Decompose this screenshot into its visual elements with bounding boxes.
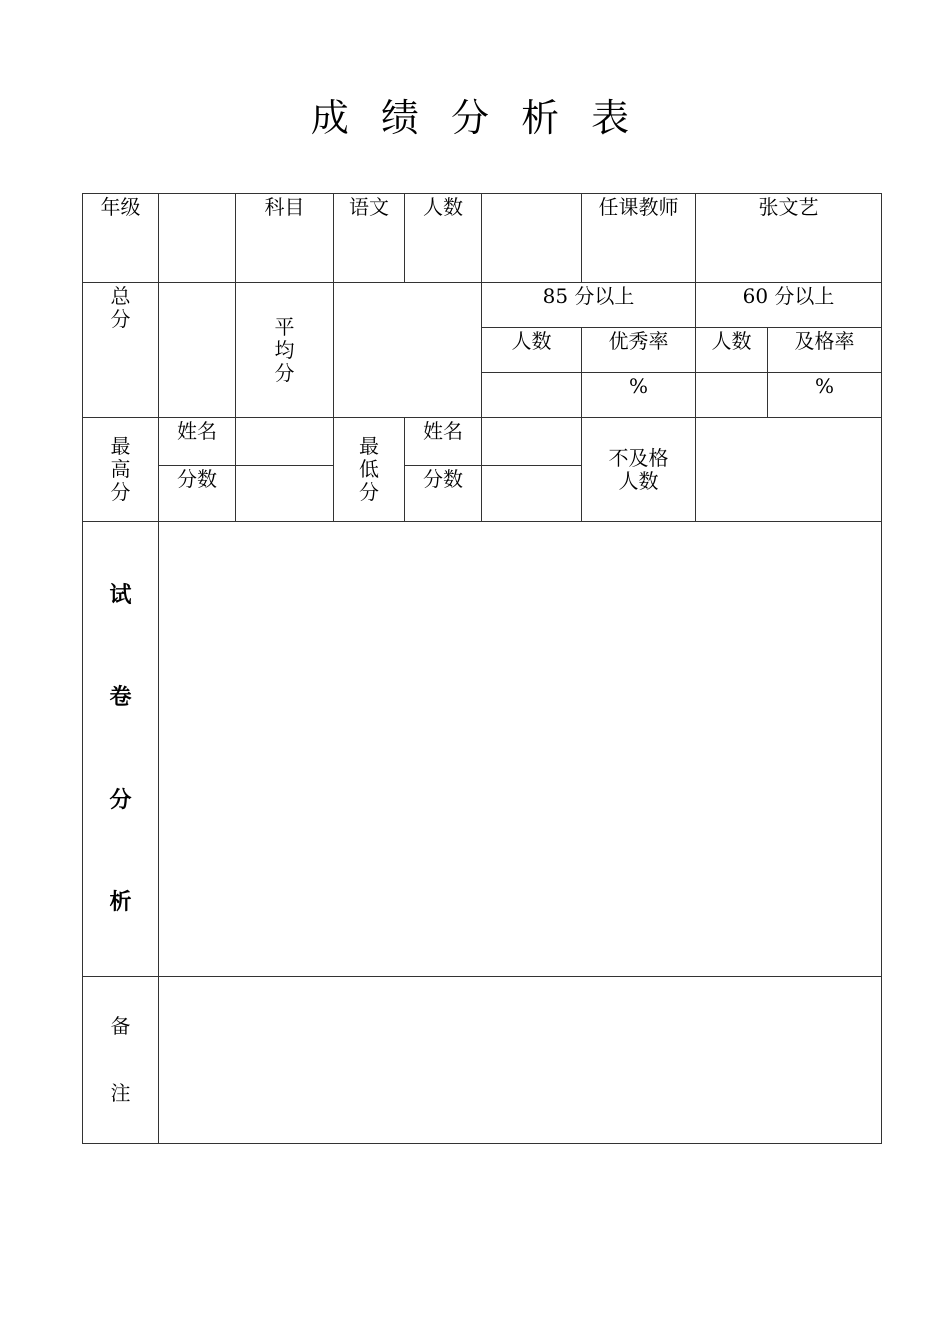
grade-value-cell[interactable]: [159, 194, 236, 283]
highest-score-label: [83, 418, 159, 522]
remarks-content[interactable]: [159, 977, 882, 1144]
count-60-cell[interactable]: [696, 373, 768, 418]
above-85-label: 85 分以上: [482, 283, 696, 328]
highest-name-cell[interactable]: [236, 418, 334, 466]
highest-score-cell[interactable]: [236, 466, 334, 522]
highest-score-text: 最高分: [110, 434, 131, 504]
total-score-label: [83, 283, 159, 418]
count-85-cell[interactable]: [482, 373, 582, 418]
lowest-name-label: 姓名: [405, 418, 482, 466]
paper-analysis-char-4: 析: [109, 888, 132, 915]
paper-analysis-content[interactable]: [159, 522, 882, 977]
student-count-label: 人数: [405, 194, 482, 283]
paper-analysis-char-1: 试: [109, 582, 132, 608]
remarks-char-1: 备: [110, 1014, 131, 1038]
student-count-cell[interactable]: [482, 194, 582, 283]
average-text: 平均分: [274, 314, 295, 385]
highest-score-value-label: 分数: [159, 466, 236, 522]
grade-analysis-table: [82, 193, 882, 1144]
lowest-score-value-label: 分数: [405, 466, 482, 522]
average-cell[interactable]: [334, 283, 482, 418]
fail-count-label: [582, 418, 696, 522]
excellent-rate-label: 优秀率: [582, 328, 696, 373]
lowest-score-text: 最低分: [359, 434, 379, 504]
lowest-score-cell[interactable]: [482, 466, 582, 522]
subject-value: 语文: [334, 194, 405, 283]
pass-rate-label: 及格率: [768, 328, 882, 373]
lowest-score-label: [334, 418, 405, 522]
paper-analysis-char-3: 分: [109, 786, 132, 813]
subject-label: 科目: [236, 194, 334, 283]
teacher-value: 张文艺: [696, 194, 882, 283]
pass-rate-percent: %: [768, 373, 882, 418]
page-title: 成 绩 分 析 表: [310, 96, 640, 140]
remarks-label: [83, 977, 159, 1144]
paper-analysis-char-2: 卷: [109, 684, 132, 711]
average-label: [236, 283, 334, 418]
total-score-text: 总分: [110, 284, 131, 331]
count-85-label: 人数: [482, 328, 582, 373]
total-score-cell[interactable]: [159, 283, 236, 418]
above-60-label: 60 分以上: [696, 283, 882, 328]
paper-analysis-label: [83, 522, 159, 977]
excellent-rate-percent: %: [582, 373, 696, 418]
fail-count-cell[interactable]: [696, 418, 882, 522]
teacher-label: 任课教师: [582, 194, 696, 283]
lowest-name-cell[interactable]: [482, 418, 582, 466]
remarks-char-2: 注: [110, 1081, 131, 1105]
count-60-label: 人数: [696, 328, 768, 373]
grade-label: 年级: [83, 194, 159, 283]
fail-count-text: 不及格人数: [608, 445, 669, 493]
highest-name-label: 姓名: [159, 418, 236, 466]
